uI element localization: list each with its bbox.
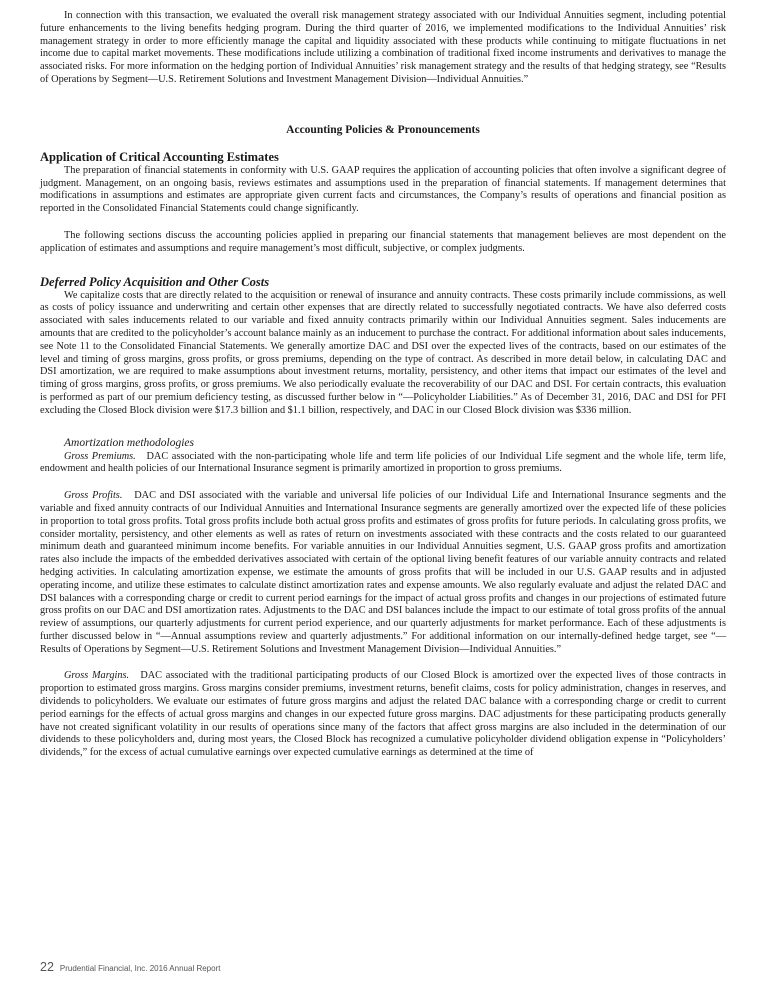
gross-profits-paragraph: [40, 490, 726, 656]
report-title: Prudential Financial, Inc. 2016 Annual Report: [59, 964, 221, 973]
gross-profits-text: DAC and DSI associated with the variable and universal life policies of our Individual Life and International Insurance segments and the variable and fixed annuity contracts of our Individual Annuities and International Insurance segments are generally amortized over the expected life of these policies in proportion to total gross profits. Total gross profits include both actual gross profits and estimates of gross profits for future periods. In calculating gross profits, we consider mortality, persistency, and other elements as well as rates of return on investments associated with these contracts and the costs related to our guaranteed minimum death and guaranteed minimum income benefits. For variable annuities in our Individual Annuities segment, U.S. GAAP gross profits and amortization rates also include the impacts of the embedded derivatives associated with certain of the optional living benefit features of our variable annuity contracts and related hedging activities. In calculating amortization expense, we estimate the amounts of gross profits that will be included in our U.S. GAAP results and in adjusted operating income, and utilize these estimates to calculate distinct amortization rates and expense amounts. We also regularly evaluate and adjust the related DAC and DSI balances with a corresponding charge or credit to current period earnings for the impact of actual gross profits and changes in our projections of estimated future gross profits on our DAC and DSI amortization rates. Adjustments to the DAC and DSI balances include the impact to our estimate of total gross profits of the annual review of assumptions, our quarterly adjustments for current period experience, and our quarterly adjustments for market performance. Each of these adjustments is further discussed below in “—Annual assumptions review and quarterly adjustments.” For additional information on our internally-defined hedge target, see “—Results of Operations by Segment—U.S. Retirement Solutions and Investment Management Division—Individual Annuities.”: [40, 490, 726, 655]
page-footer: [40, 958, 220, 976]
amortization-heading: Amortization methodologies: [64, 436, 195, 449]
dac-heading: Deferred Policy Acquisition and Other Costs: [40, 274, 270, 289]
intro-paragraph: In connection with this transaction, we evaluated the overall risk management strategy associated with our Individual Annuities segment, including potential future enhancements to the living benefits hedging program. During the third quarter of 2016, we implemented modifications to the Individual Annuities’ risk management strategy in order to more efficiently manage the capital and liquidity associated with these products while continuing to mitigate fluctuations in net income due to capital market movements. These modifications include utilizing a combination of traditional fixed income instruments and derivatives to manage the associated risks. For more information on the hedging portion of Individual Annuities’ risk management strategy and the results of that hedging strategy, see “Results of Operations by Segment—U.S. Retirement Solutions and Investment Management Division—Individual Annuities.”: [40, 10, 726, 85]
gross-premiums-text: DAC associated with the non-participating whole life and term life policies of our Individual Life segment and the whole life, term life, endowment and health policies of our International Insurance segment is primarily amortized in proportion to gross premiums.: [40, 450, 726, 475]
gross-margins-lead: Gross Margins.: [64, 670, 130, 682]
critical-estimates-paragraph-2: The following sections discuss the accounting policies applied in preparing our financial statements that management believes are most dependent on the application of estimates and assumptions and require management’s most difficult, subjective, or complex judgments.: [40, 229, 726, 254]
page-number: 22: [40, 960, 54, 974]
gross-premiums-lead: Gross Premiums.: [64, 450, 136, 462]
section-title: Accounting Policies & Pronouncements: [286, 123, 480, 136]
critical-estimates-paragraph-1: The preparation of financial statements in conformity with U.S. GAAP requires the application of accounting policies that often involve a significant degree of judgment. Management, on an ongoing basis, reviews estimates and assumptions used in the preparation of financial statements. If management determines that modifications in assumptions and estimates are appropriate given current facts and circumstances, the Company’s results of operations and financial position as reported in the Consolidated Financial Statements could change significantly.: [40, 164, 726, 215]
gross-margins-paragraph: [40, 670, 726, 760]
critical-estimates-heading: Application of Critical Accounting Estimates: [40, 149, 279, 164]
gross-premiums-paragraph: [40, 451, 726, 477]
page-content: [40, 10, 726, 760]
dac-paragraph: We capitalize costs that are directly related to the acquisition or renewal of insurance and annuity contracts. These costs primarily include commissions, as well as costs of policy issuance and underwriting and certain other expenses that are directly related to successfully negotiated contracts. We have also deferred costs associated with sales inducements related to our variable and fixed annuity contracts primarily within our Individual Annuities segment. Sales inducements are amounts that are credited to the policyholder’s account balance mainly as an inducement to purchase the contract. For additional information about sales inducements, see Note 11 to the Consolidated Financial Statements. We generally amortize DAC and DSI over the expected lives of the contracts, based on our estimates of the level and timing of gross margins, gross profits, or gross premiums, depending on the type of contract. As described in more detail below, in calculating DAC and DSI amortization, we are required to make assumptions about investment returns, mortality, persistency, and other items that impact our estimates of the level and timing of gross margins, gross profits, or gross premiums. We also periodically evaluate the recoverability of our DAC and DSI. For certain contracts, this evaluation is performed as part of our premium deficiency testing, as discussed further below in “—Policyholder Liabilities.” As of December 31, 2016, DAC and DSI for PFI excluding the Closed Block division were $17.3 billion and $1.1 billion, respectively, and DAC in our Closed Block division was $336 million.: [40, 289, 726, 416]
gross-margins-text: DAC associated with the traditional participating products of our Closed Block is amortized over the expected lives of those contracts in proportion to estimated gross margins. Gross margins consider premiums, investment returns, benefit claims, costs for policy administration, changes in reserves, and dividends to policyholders. We evaluate our estimates of future gross margins and adjust the related DAC balance with a corresponding charge or credit to current period earnings for the effects of actual gross margins and changes in our expected future gross margins. DAC adjustments for these participating products generally have not created significant volatility in our results of operations since many of the factors that affect gross margins are also included in the determination of our dividends to these policyholders and, during most years, the Closed Block has recognized a cumulative policyholder dividend obligation expense in “Policyholders’ dividends,” for the excess of actual cumulative earnings over expected cumulative earnings as determined at the time of: [40, 670, 726, 759]
gross-profits-lead: Gross Profits.: [64, 490, 123, 502]
